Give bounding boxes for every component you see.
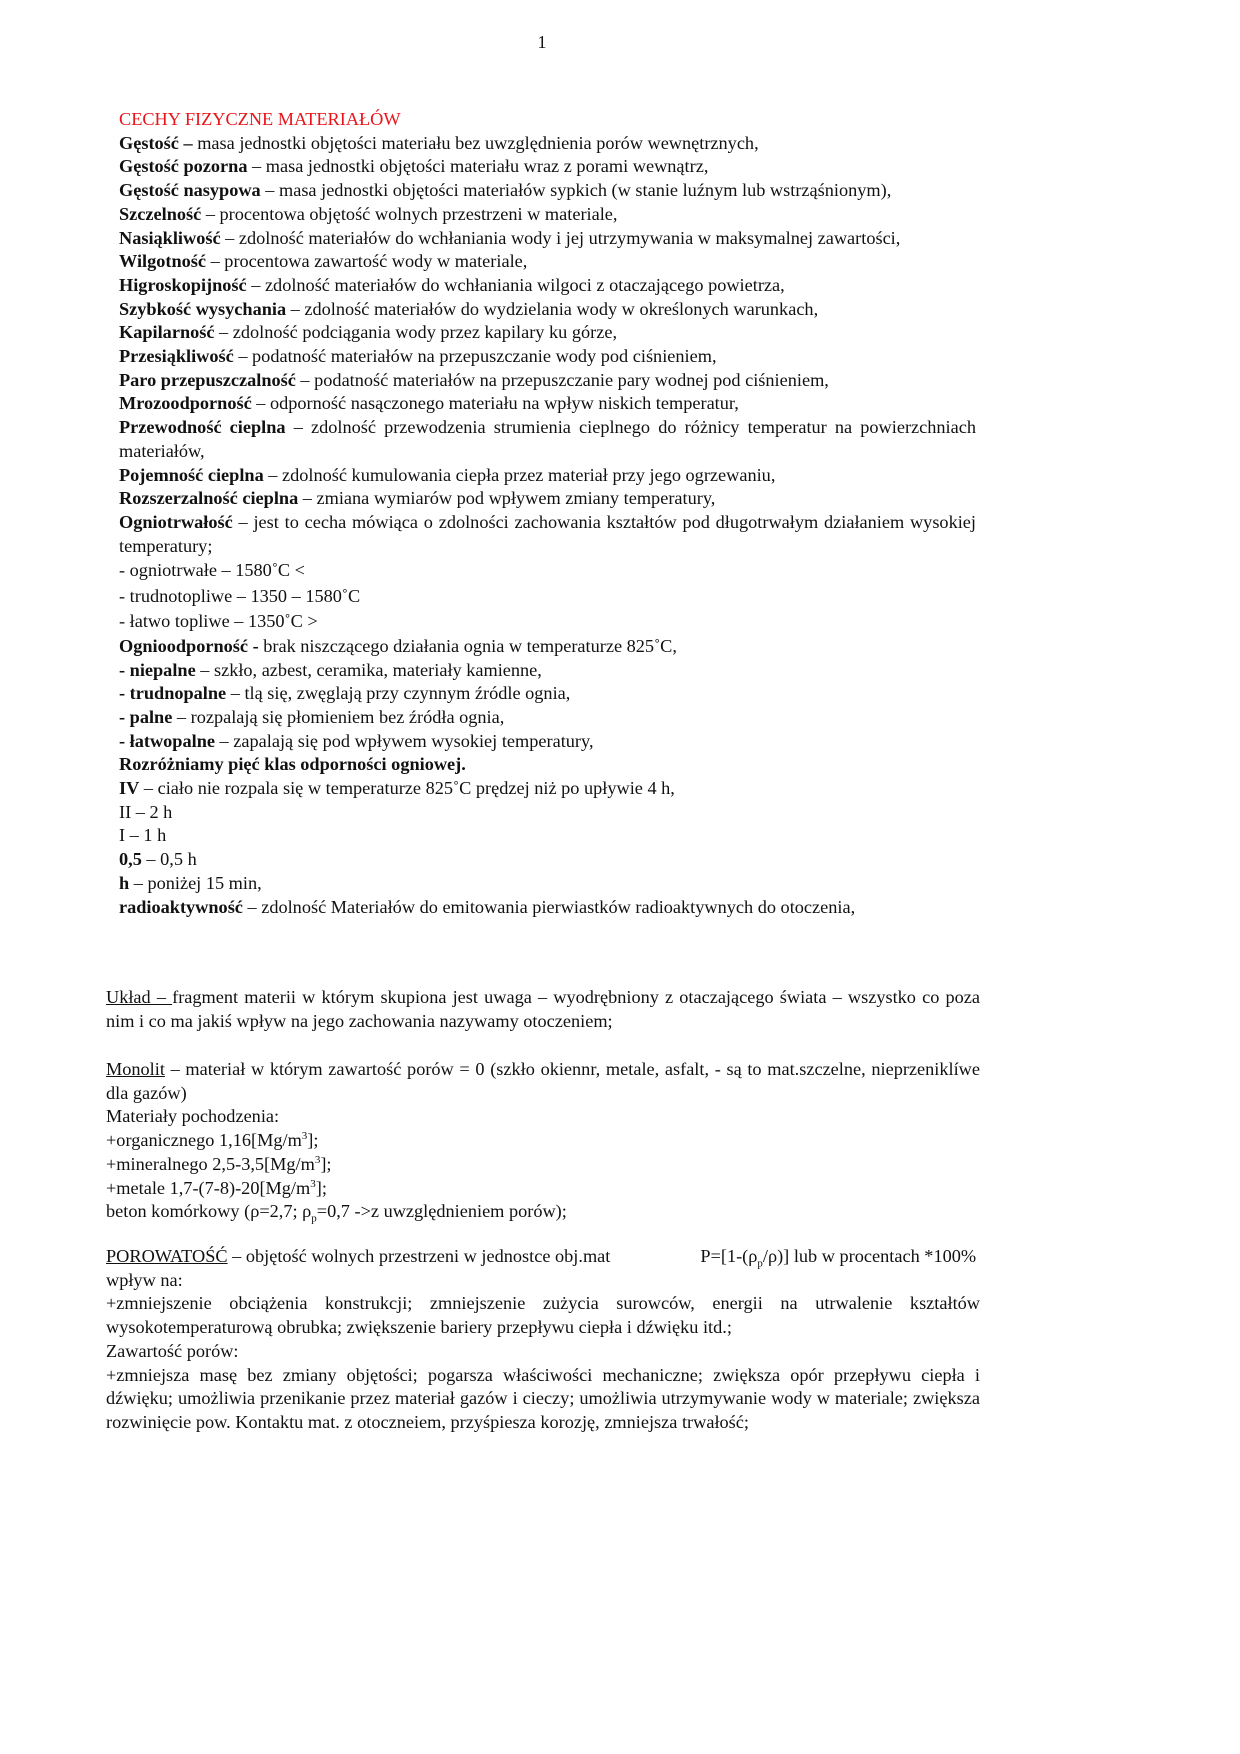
paragraph	[106, 1364, 980, 1435]
paragraph	[119, 369, 976, 393]
paragraph	[106, 986, 980, 1033]
term: Szczelność	[119, 203, 202, 224]
paragraph	[106, 1105, 980, 1129]
text: Zawartość porów:	[106, 1340, 239, 1361]
text: CECHY FIZYCZNE MATERIAŁÓW	[119, 109, 401, 129]
underlined-term: Monolit	[106, 1059, 165, 1079]
paragraph	[119, 872, 976, 896]
text: II – 2 h	[119, 801, 173, 822]
text: – procentowa zawartość wody w materiale,	[206, 251, 528, 272]
text: 3	[310, 1177, 316, 1190]
text: +metale 1,7-(7-8)-20[Mg/m	[106, 1177, 311, 1198]
term: Rozszerzalność cieplna	[119, 488, 299, 509]
paragraph	[106, 1153, 980, 1177]
text: p	[311, 1212, 317, 1225]
text: – objętość wolnych przestrzeni w jednostce obj.mat	[227, 1246, 611, 1266]
paragraph	[106, 1245, 980, 1269]
paragraph	[119, 345, 976, 369]
text: – materiał w którym zawartość porów = 0 (szkło okiennr, metale, asfalt, - są to mat.szczelne, nieprzeniklíwe dla gazów)	[106, 1059, 980, 1103]
paragraph	[106, 1200, 980, 1224]
paragraph	[119, 609, 976, 635]
text: – ciało nie rozpala się w temperaturze 825˚C prędzej niż po upływie 4 h,	[139, 778, 675, 799]
paragraph	[106, 1177, 980, 1201]
term: - palne	[119, 706, 173, 727]
text: +zmniejszenie obciążenia konstrukcji; zmniejszenie zużycia surowców, energii na utrwalenie kształtów wysokotemperaturową obrubka; zwiększenie bariery przepływu ciepła i dźwięku itd.;	[106, 1293, 980, 1338]
paragraph	[119, 464, 976, 488]
text: – odporność nasączonego materiału na wpływ niskich temperatur,	[251, 393, 739, 414]
term: - niepalne	[119, 659, 196, 680]
text: I – 1 h	[119, 825, 167, 846]
section-title	[119, 108, 976, 132]
paragraph	[119, 848, 976, 872]
text: – zdolność materiałów do wchłaniania wody i jej utrzymywania w maksymalnej zawartości,	[220, 227, 901, 248]
paragraph	[119, 250, 976, 274]
term: Gęstość pozorna	[119, 156, 248, 177]
paragraph	[119, 777, 976, 801]
text: ];	[307, 1130, 319, 1151]
paragraph	[119, 392, 976, 416]
term: h	[119, 872, 130, 893]
paragraph	[119, 416, 976, 463]
paragraph	[106, 1292, 980, 1339]
text: ];	[320, 1153, 332, 1174]
text: P=[1-(ρ	[700, 1246, 758, 1266]
text: 3	[301, 1130, 308, 1143]
text: – procentowa objętość wolnych przestrzeni w materiale,	[201, 203, 618, 224]
paragraph	[106, 1129, 980, 1153]
paragraph	[119, 274, 976, 298]
paragraph	[119, 584, 976, 610]
term: Gęstość nasypowa	[119, 180, 261, 201]
text: – 0,5 h	[141, 849, 197, 870]
paragraph	[119, 487, 976, 511]
paragraph	[119, 659, 976, 683]
text: +organicznego 1,16[Mg/m	[106, 1130, 302, 1151]
text: 3	[314, 1153, 321, 1166]
term: Przesiąkliwość	[119, 346, 234, 367]
text: – zdolność materiałów do wchłaniania wilgoci z otaczającego powietrza,	[246, 274, 785, 295]
term: Wilgotność	[119, 251, 207, 272]
text: – zdolność materiałów do wydzielania wody w określonych warunkach,	[286, 298, 819, 319]
text: – rozpalają się płomieniem bez źródła ognia,	[172, 706, 505, 727]
term: Ogniotrwałość	[119, 511, 233, 532]
text: =0,7 ->z uwzględnieniem porów);	[316, 1201, 567, 1222]
term: Nasiąkliwość	[119, 227, 221, 248]
paragraph	[119, 824, 976, 848]
text: – masa jednostki objętości materiału wraz z porami wewnątrz,	[247, 156, 709, 177]
text: – zdolność przewodzenia strumienia cieplnego do różnicy temperatur na powierzchniach materiałów,	[119, 417, 976, 461]
term: Paro przepuszczalność	[119, 369, 296, 390]
paragraph	[119, 203, 976, 227]
text: – jest to cecha mówiąca o zdolności zachowania kształtów pod długotrwałym działaniem wysokiej temperatury;	[119, 511, 976, 556]
text: masa jednostki objętości materiału bez uwzględnienia porów wewnętrznych,	[192, 132, 759, 153]
text: - ogniotrwałe – 1580˚C <	[119, 560, 305, 581]
text: p	[757, 1257, 763, 1270]
text: +mineralnego 2,5-3,5[Mg/m	[106, 1153, 315, 1174]
text: – zmiana wymiarów pod wpływem zmiany temperatury,	[298, 488, 716, 509]
text: brak niszczącego działania ognia w temperaturze 825˚C,	[258, 635, 677, 656]
term: IV	[119, 778, 140, 799]
underlined-term: POROWATOŚĆ	[106, 1246, 228, 1266]
term: Kapilarność	[119, 322, 215, 343]
uklad-section	[106, 986, 980, 1033]
term: Rozróżniamy pięć klas odporności ogniowej.	[119, 754, 466, 775]
text: – tlą się, zwęglają przy czynnym źródle ognia,	[226, 683, 571, 704]
text: – zapalają się pod wpływem wysokiej temperatury,	[214, 730, 594, 751]
physical-properties-section	[119, 108, 976, 919]
paragraph	[119, 155, 976, 179]
term: 0,5	[119, 849, 142, 870]
term: Higroskopijność	[119, 274, 247, 295]
term: Przewodność cieplna	[119, 417, 286, 438]
porowatosc-section	[106, 1245, 980, 1435]
text: /ρ)] lub w procentach *100%	[762, 1246, 977, 1266]
paragraph	[119, 706, 976, 730]
text: beton komórkowy (ρ=2,7; ρ	[106, 1201, 312, 1222]
text: – zdolność podciągania wody przez kapilary ku górze,	[214, 322, 618, 343]
text: – szkło, azbest, ceramika, materiały kamienne,	[195, 659, 542, 680]
text: - łatwo topliwe – 1350˚C >	[119, 611, 318, 632]
text: - trudnotopliwe – 1350 – 1580˚C	[119, 585, 361, 606]
paragraph	[119, 635, 976, 659]
term: Mrozoodporność	[119, 393, 252, 414]
paragraph	[119, 558, 976, 584]
text: – zdolność Materiałów do emitowania pierwiastków radioaktywnych do otoczenia,	[242, 896, 856, 917]
text: +zmniejsza masę bez zmiany objętości; pogarsza właściwości mechaniczne; zwiększa opór przepływu ciepła i dźwięku; umożliwia przenikanie przez materiał gazów i cieczy; umożliwia utrzymywanie wody w materiale; zwiększa rozwinięcie pow. Kontaktu mat. z otoczneiem, przyśpiesza korozję, zmniejsza trwałość;	[106, 1364, 980, 1432]
text: wpływ na:	[106, 1269, 183, 1290]
paragraph	[119, 132, 976, 156]
paragraph	[119, 801, 976, 825]
term: - łatwopalne	[119, 730, 215, 751]
term: Szybkość wysychania	[119, 298, 287, 319]
paragraph	[119, 179, 976, 203]
text: ];	[315, 1177, 327, 1198]
paragraph	[106, 1058, 980, 1105]
text: – podatność materiałów na przepuszczanie pary wodnej pod ciśnieniem,	[295, 369, 829, 390]
paragraph	[119, 753, 976, 777]
text: Materiały pochodzenia:	[106, 1106, 280, 1127]
paragraph	[119, 896, 976, 920]
text: fragment materii w którym skupiona jest uwaga – wyodrębniony z otaczającego świata – wszystko co poza nim i co ma jakiś wpływ na jego zachowania nazywamy otoczeniem;	[106, 987, 980, 1031]
underlined-term: Układ –	[106, 987, 173, 1007]
text: – zdolność kumulowania ciepła przez materiał przy jego ogrzewaniu,	[263, 464, 776, 485]
paragraph	[119, 298, 976, 322]
paragraph	[119, 682, 976, 706]
term: radioaktywność	[119, 896, 243, 917]
text: – poniżej 15 min,	[129, 872, 262, 893]
text: – masa jednostki objętości materiałów sypkich (w stanie luźnym lub wstrząśnionym),	[260, 180, 892, 201]
paragraph	[106, 1340, 980, 1364]
paragraph	[119, 321, 976, 345]
term: Pojemność cieplna	[119, 464, 264, 485]
paragraph	[119, 730, 976, 754]
paragraph	[119, 227, 976, 251]
paragraph	[119, 511, 976, 558]
page-number: 1	[537, 32, 547, 52]
text: – podatność materiałów na przepuszczanie wody pod ciśnieniem,	[233, 346, 717, 367]
term: Ognioodporność -	[119, 635, 259, 656]
term: - trudnopalne	[119, 683, 227, 704]
paragraph	[106, 1269, 980, 1293]
term: Gęstość –	[119, 132, 193, 153]
monolit-section	[106, 1058, 980, 1224]
